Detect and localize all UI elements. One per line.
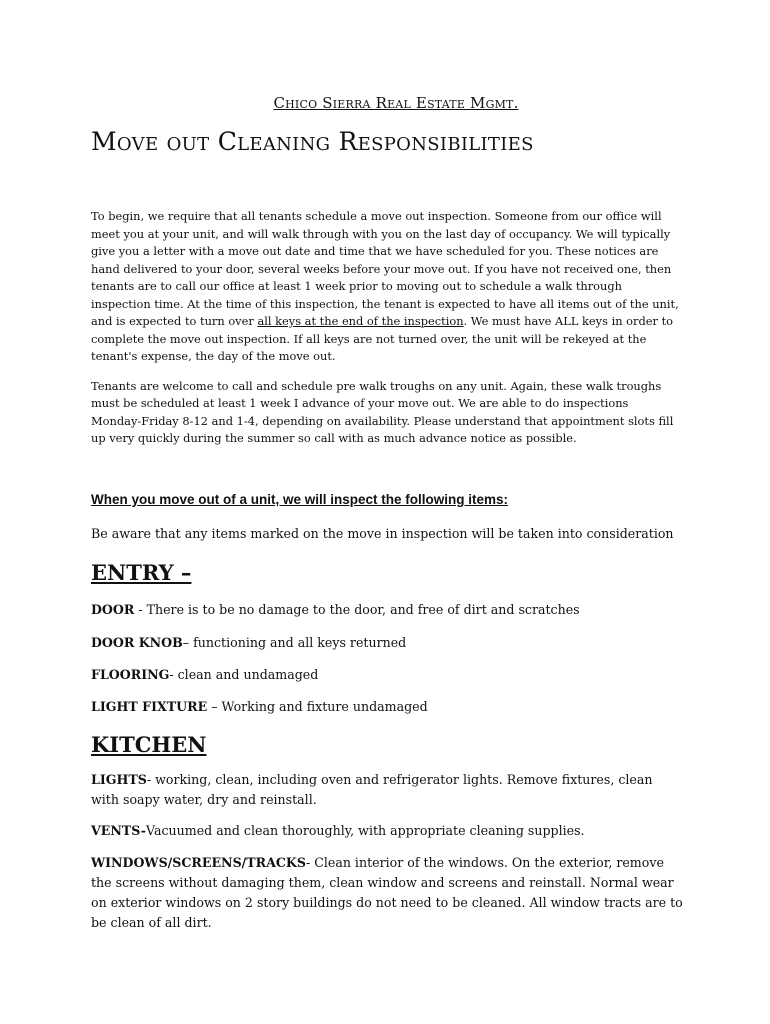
kitchen-item-windows [91, 853, 683, 933]
item-label: LIGHTS [91, 772, 147, 787]
kitchen-item-lights [91, 770, 683, 810]
intro-section [91, 208, 681, 460]
item-text: - Clean interior of the windows. On the exterior, remove the screens without damaging them, clean window and screens and reinstall. Normal wear on exterior windows on 2 story buildings do not need to be cleaned. All window tracts are to be clean of all dirt. [91, 855, 683, 930]
keys-emphasis: all keys at the end of the inspection [257, 314, 464, 328]
intro-paragraph-2: Tenants are welcome to call and schedule pre walk troughs on any unit. Again, these walk troughs must be scheduled at least 1 week I advance of your move out. We are able to do inspections Monday-Friday 8-12 and 1-4, depending on availability. Please understand that appointment slots fill up very quickly during the summer so call with as much advance notice as possible. [91, 378, 674, 445]
item-label: LIGHT FIXTURE [91, 699, 208, 714]
inspection-note: Be aware that any items marked on the move in inspection will be taken into consideration [91, 526, 674, 541]
inspection-heading: When you move out of a unit, we will inspect the following items: [91, 492, 509, 507]
kitchen-item-vents [91, 821, 683, 841]
item-text: – functioning and all keys returned [182, 635, 407, 650]
item-label: WINDOWS/SCREENS/TRACKS [91, 855, 306, 870]
company-name: Chico Sierra Real Estate Mgmt. [273, 94, 519, 112]
item-text: - There is to be no damage to the door, and free of dirt and scratches [134, 602, 580, 617]
kitchen-heading: KITCHEN [91, 732, 207, 757]
item-text: – Working and fixture undamaged [207, 699, 428, 714]
item-text: Vacuumed and clean thoroughly, with appropriate cleaning supplies. [146, 823, 585, 838]
item-text: - clean and undamaged [169, 667, 319, 682]
item-text: - working, clean, including oven and refrigerator lights. Remove fixtures, clean with soapy water, dry and reinstall. [91, 772, 653, 807]
intro-paragraph-1 [91, 208, 681, 366]
item-label: FLOORING [91, 667, 170, 682]
item-label: DOOR [91, 602, 135, 617]
entry-item-light-fixture [91, 697, 683, 717]
entry-item-flooring [91, 665, 683, 685]
document-title: Move out Cleaning Responsibilities [91, 127, 534, 156]
intro-text-b: . We must have ALL keys in order to complete the move out inspection. If all keys are not turned over, the unit will be rekeyed at the tenant's expense, the day of the move out. [91, 314, 674, 363]
item-label: VENTS- [91, 823, 147, 838]
entry-item-door-knob [91, 633, 683, 653]
entry-heading: ENTRY – [91, 560, 192, 585]
item-label: DOOR KNOB [91, 635, 183, 650]
entry-item-door [91, 600, 683, 620]
intro-text-a: To begin, we require that all tenants schedule a move out inspection. Someone from our office will meet you at your unit, and will walk through with you on the last day of occupancy. We will typically give you a letter with a move out date and time that we have scheduled for you. These notices are hand delivered to your door, several weeks before your move out. If you have not received one, then tenants are to call our office at least 1 week prior to moving out to schedule a walk through inspection time. At the time of this inspection, the tenant is expected to have all items out of the unit, and is expected to turn over [91, 209, 679, 328]
